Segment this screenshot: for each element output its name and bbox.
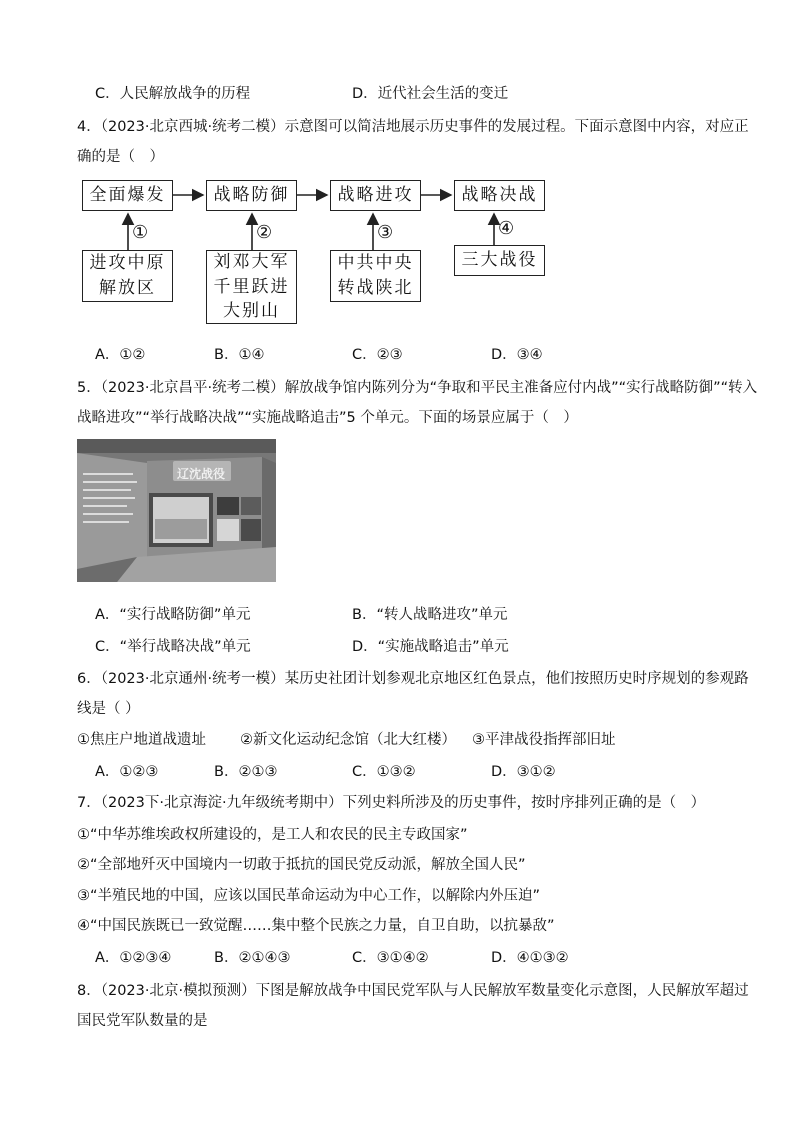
- q7-item-2: ②“全部地歼灭中国境内一切敢于抵抗的国民党反动派，解放全国人民”: [77, 857, 526, 873]
- exhibition-photo: [77, 439, 276, 582]
- diagram-top-box-1: 全面爆发: [82, 180, 173, 211]
- q5-option-d: D．“实施战略追击”单元: [352, 639, 509, 655]
- q5-option-c: C．“举行战略决战”单元: [95, 639, 251, 655]
- q6-item-1: ①焦庄户地道战遗址: [77, 732, 206, 748]
- diagram-bottom-box-1: [82, 250, 173, 302]
- q6-option-d: D．③①②: [491, 764, 556, 780]
- q4-option-c: C．②③: [352, 347, 403, 363]
- diagram-top-box-2: 战略防御: [206, 180, 297, 211]
- diagram-bottom-3-line2: 转战陕北: [337, 278, 414, 298]
- diagram-number-1: ①: [132, 222, 149, 243]
- q3-option-c: C．人民解放战争的历程: [95, 86, 251, 102]
- diagram-top-box-3: 战略进攻: [330, 180, 421, 211]
- q6-item-2: ②新文化运动纪念馆（北大红楼）: [240, 732, 456, 748]
- photo-sign-text: 辽沈战役: [177, 467, 226, 481]
- diagram-bottom-1-line1: 进攻中原: [89, 253, 166, 274]
- diagram-number-3: ③: [377, 222, 394, 243]
- diagram-top-box-4: 战略决战: [454, 180, 545, 211]
- diagram-bottom-2-line2: 千里跃进: [213, 276, 290, 297]
- diagram-bottom-box-3: [330, 250, 421, 302]
- q7-option-a: A．①②③④: [95, 950, 172, 966]
- q4-stem-line2: 确的是（ ）: [77, 149, 164, 165]
- q7-option-d: D．④①③②: [491, 950, 569, 966]
- q5-stem-line1: 5．（2023·北京昌平·统考二模）解放战争馆内陈列分为“争取和平民主准备应付内战”“实行战略防御”“转入: [77, 380, 758, 396]
- diagram-bottom-box-2: [206, 250, 297, 324]
- q7-item-1: ①“中华苏维埃政权所建设的，是工人和农民的民主专政国家”: [77, 827, 468, 843]
- q7-item-4: ④“中国民族既已一致觉醒……集中整个民族之力量，自卫自助，以抗暴敌”: [77, 918, 555, 934]
- q7-stem: 7．（2023下·北京海淀·九年级统考期中）下列史料所涉及的历史事件，按时序排列正确的是（ ）: [77, 795, 706, 811]
- diagram-bottom-3-line1: 中共中央: [337, 253, 414, 274]
- q7-item-3: ③“半殖民地的中国，应该以国民革命运动为中心工作，以解除内外压迫”: [77, 888, 541, 904]
- q4-option-d: D．③④: [491, 347, 543, 363]
- diagram-bottom-1-line2: 解放区: [99, 278, 156, 298]
- diagram-number-4: ④: [498, 218, 515, 239]
- q4-option-a: A．①②: [95, 347, 146, 363]
- q7-option-c: C．③①④②: [352, 950, 429, 966]
- diagram-number-2: ②: [256, 222, 273, 243]
- q5-stem-line2: 战略进攻”“举行战略决战”“实施战略追击”5 个单元。下面的场景应属于（ ）: [77, 410, 578, 426]
- q3-option-d: D．近代社会生活的变迁: [352, 86, 509, 102]
- q6-stem-line1: 6．（2023·北京通州·统考一模）某历史社团计划参观北京地区红色景点，他们按照历史时序规划的参观路: [77, 671, 749, 687]
- q6-option-b: B．②①③: [214, 764, 278, 780]
- diagram-bottom-2-line3: 大别山: [223, 301, 280, 322]
- diagram-bottom-box-4: 三大战役: [454, 245, 545, 276]
- diagram-bottom-2-line1: 刘邓大军: [213, 252, 290, 273]
- q8-stem-line2: 国民党军队数量的是: [77, 1013, 208, 1029]
- q4-option-b: B．①④: [214, 347, 265, 363]
- q8-stem-line1: 8．（2023·北京·模拟预测）下图是解放战争中国民党军队与人民解放军数量变化示意图，人民解放军超过: [77, 983, 749, 999]
- q5-option-a: A．“实行战略防御”单元: [95, 607, 251, 623]
- q7-option-b: B．②①④③: [214, 950, 291, 966]
- q6-item-3: ③平津战役指挥部旧址: [472, 732, 616, 748]
- exhibition-photo-graphic: [77, 439, 276, 582]
- q6-option-c: C．①③②: [352, 764, 416, 780]
- q6-option-a: A．①②③: [95, 764, 159, 780]
- q6-stem-line2: 线是（ ）: [77, 701, 140, 717]
- q5-option-b: B．“转人战略进攻”单元: [352, 607, 508, 623]
- q4-stem-line1: 4．（2023·北京西城·统考二模）示意图可以简洁地展示历史事件的发展过程。下面示意图中内容，对应正: [77, 119, 749, 135]
